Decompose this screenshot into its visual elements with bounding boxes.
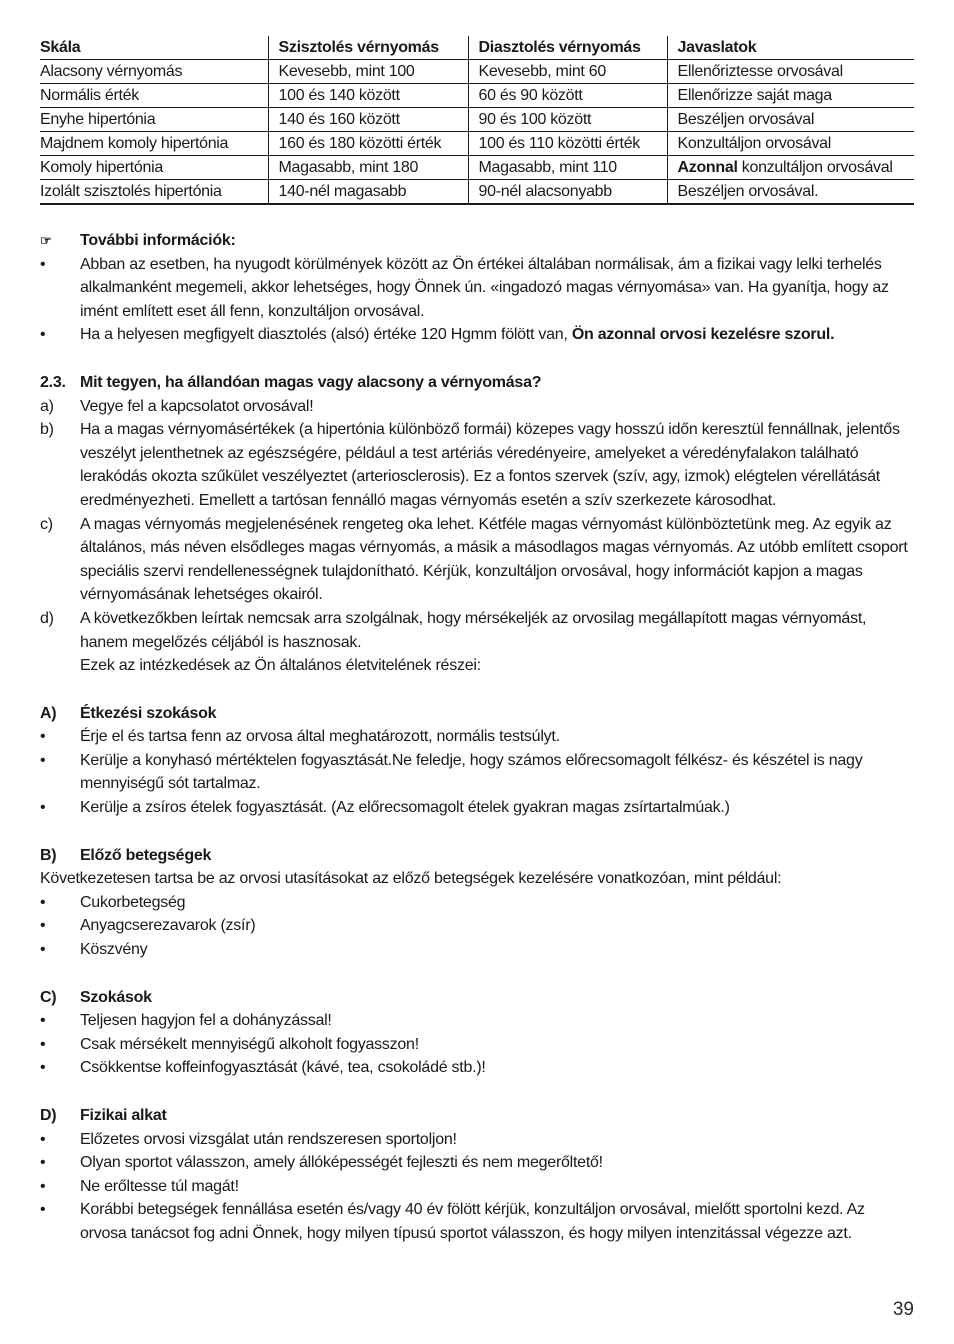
table-row — [40, 84, 914, 108]
section-heading — [40, 371, 914, 395]
bullet-icon: • — [40, 1130, 46, 1148]
table-cell-advice — [667, 108, 914, 132]
table-cell-advice — [667, 132, 914, 156]
bullet-text: Csak mérsékelt mennyiségű alkoholt fogyasszon! — [80, 1035, 419, 1053]
item-text-continuation: Ezek az intézkedések az Ön általános életvitelének részei: — [80, 657, 481, 675]
table-cell-dia: 100 és 110 közötti érték — [468, 132, 667, 156]
section-marker: A) — [40, 704, 57, 722]
advice-text: Ellenőrizze saját maga — [677, 87, 832, 104]
list-item — [40, 914, 914, 938]
list-item — [40, 513, 914, 607]
table-row — [40, 180, 914, 205]
further-info-section — [40, 229, 914, 347]
table-cell-sys: 140-nél magasabb — [268, 180, 468, 205]
list-item — [40, 796, 914, 820]
list-item — [40, 395, 914, 419]
bullet-icon: • — [40, 1154, 46, 1172]
section-title: Fizikai alkat — [80, 1107, 167, 1124]
bullet-icon: • — [40, 1059, 46, 1077]
bullet-text: Köszvény — [80, 941, 148, 959]
advice-text: Konzultáljon orvosával — [677, 135, 831, 152]
section-heading — [40, 986, 914, 1010]
bullet-text: Abban az esetben, ha nyugodt körülmények között az Ön értékei általában normálisak, ám a fizikai vagy lelki terhelés alkalmanként megemeli, akkor lehetséges, hogy Önnek ún. «ingadozó magas vérnyomása» van. Ha gyanítja, hogy az imént említett eset áll fenn, konzultáljon orvosával. — [80, 255, 889, 320]
item-marker: a) — [40, 397, 54, 415]
table-cell-advice — [667, 180, 914, 205]
bullet-icon: • — [40, 728, 46, 746]
bullet-text: Csökkentse koffeinfogyasztását (kávé, tea, csokoládé stb.)! — [80, 1059, 486, 1077]
table-header-row — [40, 36, 914, 60]
section-title: Előző betegségek — [80, 846, 212, 864]
list-item — [40, 1151, 914, 1175]
section-title: Étkezési szokások — [80, 704, 217, 722]
list-item — [40, 418, 914, 512]
bullet-text-emphasis: Ön azonnal orvosi kezelésre szorul. — [571, 326, 835, 344]
page-content — [40, 36, 914, 1246]
list-item — [40, 1056, 914, 1080]
table-header-cell: Javaslatok — [667, 36, 914, 60]
section-marker: C) — [40, 988, 57, 1006]
section-a — [40, 702, 914, 820]
bullet-text: Kerülje a zsíros ételek fogyasztását. (Az előrecsomagolt ételek gyakran magas zsírtartalmúak.) — [80, 799, 730, 817]
bullet-icon: • — [40, 941, 46, 959]
section-marker: D) — [40, 1107, 57, 1124]
table-cell-sys: 140 és 160 között — [268, 108, 468, 132]
list-item — [40, 1009, 914, 1033]
bullet-icon: • — [40, 326, 46, 344]
section-title: Mit tegyen, ha állandóan magas vagy alacsony a vérnyomása? — [80, 373, 542, 391]
blood-pressure-table — [40, 36, 914, 205]
item-marker: c) — [40, 515, 53, 533]
item-text: Ha a magas vérnyomásértékek (a hipertónia különböző formái) közepes vagy hosszú időn keresztül fennállnak, jelentős veszélyt jelenthetnek az egészségére, például a test artériás véredényeire, amelyeket a véredényfalakon található lerakódás okozta szűkület veszélyeztet (arteriosclerosis). Ez a fontos szervek (szív, agy, izmok) elégtelen vérellátását eredményezheti. Emellett a tartósan fennálló magas vérnyomás esetén a szív szerkezete károsodhat. — [80, 421, 900, 509]
bullet-text: Korábbi betegségek fennállása esetén és/vagy 40 év fölött kérjük, konzultáljon orvosával, mielőtt sportolni kezd. Az orvosa tanácsot fog adni Önnek, hogy milyen típusú sportot válasszon, és hogy milyen intenzitással végezze azt. — [80, 1201, 865, 1242]
item-text: A következőkben leírtak nemcsak arra szolgálnak, hogy mérsékeljék az orvosilag megállapított magas vérnyomást, hanem megelőzés céljából is hasznosak. — [80, 609, 867, 651]
table-cell-advice — [667, 60, 914, 84]
table-cell-sys: Kevesebb, mint 100 — [268, 60, 468, 84]
bullet-icon: • — [40, 255, 46, 273]
bullet-text: Ha a helyesen megfigyelt diasztolés (alsó) értéke 120 Hgmm fölött van, — [80, 326, 572, 344]
table-header-cell: Skála — [40, 36, 268, 60]
bullet-text: Kerülje a konyhasó mértéktelen fogyasztását.Ne feledje, hogy számos előrecsomagolt félkész- és készétel is nagy mennyiségű sót tartalmaz. — [80, 751, 863, 793]
table-cell-dia: 90-nél alacsonyabb — [468, 180, 667, 205]
section-heading — [40, 1104, 914, 1128]
bullet-icon: • — [40, 799, 46, 817]
section-heading — [40, 702, 914, 726]
table-cell-advice — [667, 156, 914, 180]
table-cell-scale: Komoly hipertónia — [40, 156, 268, 180]
list-item — [40, 253, 914, 324]
item-marker: d) — [40, 609, 54, 627]
table-row — [40, 156, 914, 180]
advice-text: Beszéljen orvosával — [677, 111, 815, 128]
table-cell-scale: Normális érték — [40, 84, 268, 108]
bullet-text: Ne erőltesse túl magát! — [80, 1177, 239, 1195]
item-marker: b) — [40, 421, 54, 439]
page-number: 39 — [892, 1299, 914, 1320]
table-row — [40, 132, 914, 156]
list-item — [40, 938, 914, 962]
table-cell-dia: 60 és 90 között — [468, 84, 667, 108]
pointing-hand-icon: ☞ — [40, 233, 52, 248]
table-cell-dia: Magasabb, mint 110 — [468, 156, 667, 180]
table-cell-sys: 100 és 140 között — [268, 84, 468, 108]
table-cell-scale: Izolált szisztolés hipertónia — [40, 180, 268, 205]
section-c — [40, 986, 914, 1080]
list-item — [40, 607, 914, 678]
bullet-text: Előzetes orvosi vizsgálat után rendszeresen sportoljon! — [80, 1130, 457, 1148]
bullet-text: Cukorbetegség — [80, 893, 186, 911]
section-heading — [40, 844, 914, 868]
bullet-icon: • — [40, 893, 46, 911]
list-item — [40, 1033, 914, 1057]
section-d — [40, 1104, 914, 1246]
bullet-icon: • — [40, 1035, 46, 1053]
list-item — [40, 1198, 914, 1245]
bullet-icon: • — [40, 1177, 46, 1195]
table-row — [40, 108, 914, 132]
list-item — [40, 725, 914, 749]
table-cell-sys: Magasabb, mint 180 — [268, 156, 468, 180]
section-number: 2.3. — [40, 373, 66, 391]
table-cell-scale: Enyhe hipertónia — [40, 108, 268, 132]
advice-text: konzultáljon orvosával — [737, 159, 893, 176]
further-info-heading: További információk: — [80, 232, 236, 249]
bullet-icon: • — [40, 917, 46, 935]
bullet-icon: • — [40, 1012, 46, 1030]
table-cell-dia: 90 és 100 között — [468, 108, 667, 132]
table-cell-advice — [667, 84, 914, 108]
section-marker: B) — [40, 846, 57, 864]
item-text: A magas vérnyomás megjelenésének rengeteg oka lehet. Kétféle magas vérnyomást különböztetünk meg. Az egyik az általános, más néven elsődleges magas vérnyomás, a másik a másodlagos magas vérnyomás. Az utóbb említett csoport speciális szervi rendellenességnek tulajdonítható. Kérjük, konzultáljon orvosával, hogy információt kapjon a magas vérnyomásának lehetséges okairól. — [80, 515, 908, 604]
bullet-text: Érje el és tartsa fenn az orvosa által meghatározott, normális testsúlyt. — [80, 728, 560, 746]
advice-text: Beszéljen orvosával. — [677, 183, 819, 200]
table-cell-sys: 160 és 180 közötti érték — [268, 132, 468, 156]
table-header-cell: Diasztolés vérnyomás — [468, 36, 667, 60]
section-title: Szokások — [80, 988, 152, 1006]
section-b — [40, 844, 914, 962]
further-info-heading-row — [40, 229, 914, 253]
bullet-text: Teljesen hagyjon fel a dohányzással! — [80, 1012, 332, 1030]
table-header-cell: Szisztolés vérnyomás — [268, 36, 468, 60]
list-item — [40, 749, 914, 796]
advice-emphasis: Azonnal — [677, 159, 738, 176]
table-row — [40, 60, 914, 84]
section-intro: Következetesen tartsa be az orvosi utasításokat az előző betegségek kezelésére vonatkozóan, mint például: — [40, 870, 782, 888]
list-item — [40, 1175, 914, 1199]
item-text: Vegye fel a kapcsolatot orvosával! — [80, 397, 314, 415]
bullet-icon: • — [40, 1201, 46, 1219]
bullet-icon: • — [40, 751, 46, 769]
section-2-3 — [40, 371, 914, 678]
bullet-text: Anyagcserezavarok (zsír) — [80, 917, 256, 935]
bullet-text: Olyan sportot válasszon, amely állóképességét fejleszti és nem megerőltető! — [80, 1154, 603, 1172]
table-cell-scale: Alacsony vérnyomás — [40, 60, 268, 84]
list-item — [40, 1128, 914, 1152]
table-cell-dia: Kevesebb, mint 60 — [468, 60, 667, 84]
advice-text: Ellenőriztesse orvosával — [677, 63, 843, 80]
list-item — [40, 323, 914, 347]
table-cell-scale: Majdnem komoly hipertónia — [40, 132, 268, 156]
list-item — [40, 891, 914, 915]
